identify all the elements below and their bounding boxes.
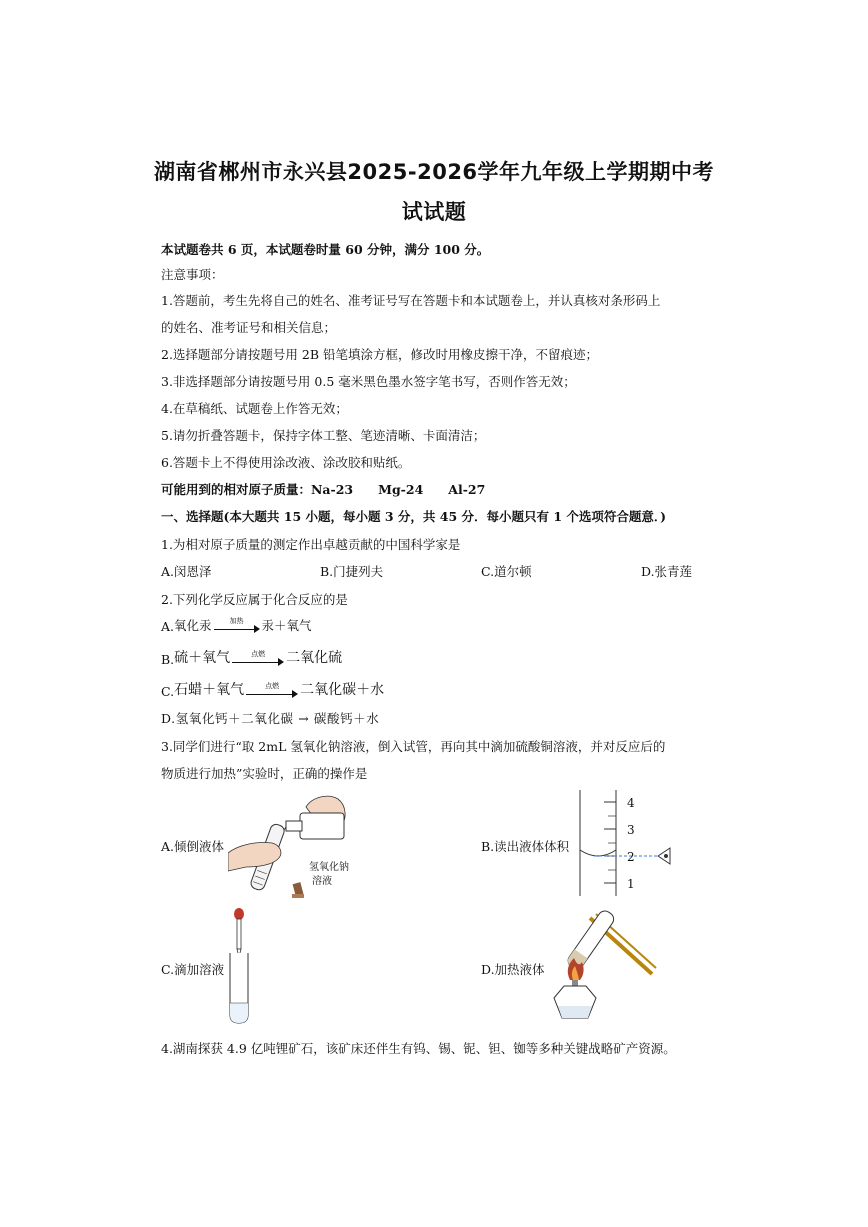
- bottle-label-2: 溶液: [312, 876, 332, 887]
- q1-option-d: D.张青莲: [641, 564, 693, 579]
- q3-option-b-label: B.读出液体体积: [481, 839, 570, 854]
- q2-b-condition: 点燃: [251, 650, 266, 658]
- q2-option-c: [161, 679, 384, 699]
- q2-c-condition: 点燃: [265, 682, 280, 690]
- atomic-mass-line: 可能用到的相对原子质量：Na-23 Mg-24 Al-27: [161, 482, 486, 497]
- notice-item-5: 5.请勿折叠答题卡，保持字体工整、笔迹清晰、卡面清洁；: [161, 428, 486, 443]
- q3-stem-1: 3.同学们进行“取 2mL 氢氧化钠溶液，倒入试管，再向其中滴加硫酸铜溶液，并对反应后的: [161, 739, 666, 754]
- notice-item-4: 4.在草稿纸、试题卷上作答无效；: [161, 401, 348, 416]
- q2-option-d: D.氢氧化钙＋二氧化碳 → 碳酸钙＋水: [161, 711, 380, 726]
- notice-item-3: 3.非选择题部分请按题号用 0.5 毫米黑色墨水签字笔书写，否则作答无效；: [161, 374, 576, 389]
- notice-title: 注意事项：: [161, 267, 224, 282]
- q3-option-c-label: C.滴加溶液: [161, 962, 225, 977]
- q4-stem: 4.湖南探获 4.9 亿吨锂矿石，该矿床还伴生有钨、锡、铌、钽、铷等多种关键战略矿产资源。: [161, 1041, 676, 1056]
- bottle-label-1: 氢氧化钠: [309, 862, 349, 873]
- q3-option-d-label: D.加热液体: [481, 962, 545, 977]
- q2-stem: 2.下列化学反应属于化合反应的是: [161, 592, 348, 607]
- q2-b-left: 硫＋氧气: [174, 650, 231, 666]
- q2-a-right: 汞＋氧气: [261, 618, 312, 633]
- reaction-arrow: [214, 617, 260, 634]
- q3-stem-2: 物质进行加热”实验时，正确的操作是: [161, 766, 368, 781]
- notice-item-1-cont: 的姓名、准考证号和相关信息；: [161, 320, 337, 335]
- q2-c-left: 石蜡＋氧气: [174, 682, 245, 698]
- q2-a-left: 氧化汞: [174, 618, 212, 633]
- pouring-liquid-illustration: [228, 793, 358, 903]
- q3-option-a-label: A.倾倒液体: [161, 839, 225, 854]
- heating-liquid-illustration: [540, 902, 660, 1027]
- dropper-illustration: [222, 905, 262, 1027]
- q2-c-right: 二氧化碳＋水: [300, 682, 385, 698]
- title-line-2: 试试题: [401, 200, 467, 224]
- q2-a-label: A.: [161, 619, 175, 634]
- q2-a-condition: 加热: [229, 617, 244, 625]
- q2-option-b: [161, 647, 342, 667]
- q2-option-a: [161, 616, 312, 634]
- q2-b-label: B.: [161, 652, 175, 667]
- q1-stem: 1.为相对原子质量的测定作出卓越贡献的中国科学家是: [161, 537, 461, 552]
- notice-item-6: 6.答题卡上不得使用涂改液、涂改胶和贴纸。: [161, 455, 411, 470]
- reaction-arrow: [232, 650, 284, 667]
- cylinder-tick-2: 2: [627, 850, 635, 864]
- cylinder-tick-1: 1: [627, 877, 635, 891]
- cylinder-tick-3: 3: [627, 823, 635, 837]
- q1-option-b: B.门捷列夫: [320, 564, 384, 579]
- reaction-arrow: [246, 682, 298, 699]
- q1-option-a: A.闵恩泽: [161, 564, 212, 579]
- exam-info: 本试题卷共 6 页，本试题卷时量 60 分钟，满分 100 分。: [161, 242, 490, 257]
- section-heading: 一、选择题(本大题共 15 小题，每小题 3 分，共 45 分．每小题只有 1 个选项符合题意．): [161, 509, 667, 524]
- q2-b-right: 二氧化硫: [286, 650, 343, 666]
- cylinder-tick-4: 4: [627, 796, 635, 810]
- q1-option-c: C.道尔顿: [481, 564, 532, 579]
- q2-c-label: C.: [161, 684, 175, 699]
- notice-item-2: 2.选择题部分请按题号用 2B 铅笔填涂方框，修改时用橡皮擦干净，不留痕迹；: [161, 347, 599, 362]
- notice-item-1: 1.答题前，考生先将自己的姓名、准考证号写在答题卡和本试题卷上，并认真核对条形码上: [161, 293, 661, 308]
- title-line-1: 湖南省郴州市永兴县2025-2026学年九年级上学期期中考: [153, 160, 715, 184]
